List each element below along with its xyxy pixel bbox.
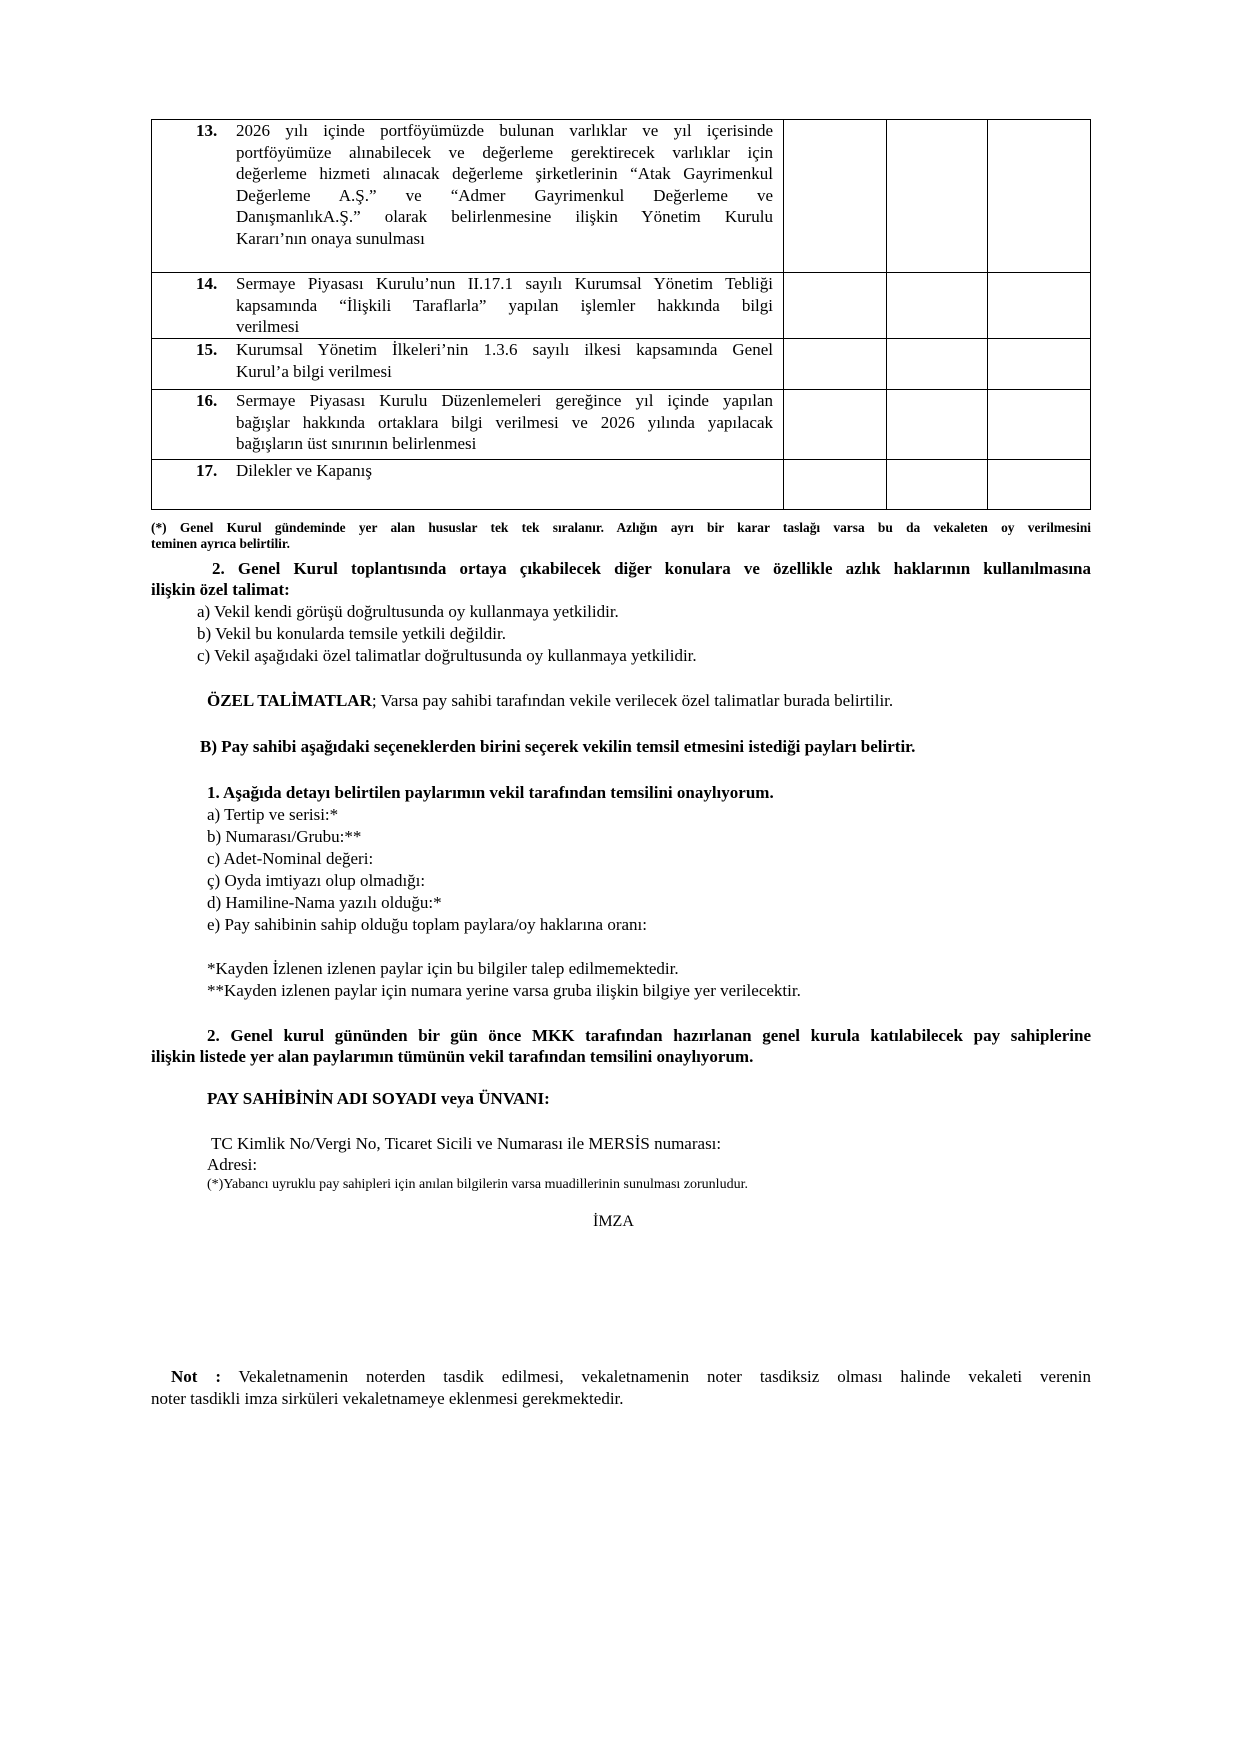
- vote-accept-cell[interactable]: [784, 120, 887, 273]
- agenda-item-text: [236, 460, 773, 482]
- agenda-item-text: [236, 120, 773, 249]
- agenda-item-cell: [152, 339, 784, 390]
- agenda-item-number: 17.: [196, 461, 218, 480]
- shareholder-address: Adresi:: [207, 1155, 258, 1174]
- notary-note-label: Not :: [171, 1367, 221, 1386]
- vote-reject-cell[interactable]: [887, 339, 988, 390]
- notary-note-line2: noter tasdikli imza sirküleri vekaletnameye eklenmesi gerekmektedir.: [151, 1389, 624, 1408]
- vote-accept-cell[interactable]: [784, 390, 887, 460]
- option1-item-d: d) Hamiline-Nama yazılı olduğu:*: [207, 893, 442, 912]
- section2-option-a: a) Vekil kendi görüşü doğrultusunda oy kullanmaya yetkilidir.: [197, 602, 619, 621]
- section2-heading-line2: ilişkin özel talimat:: [151, 580, 290, 599]
- agenda-item-line: bağışlar hakkında ortaklara bilgi verilmesi ve 2026 yılında yapılacak: [236, 412, 773, 432]
- option1-item-a: a) Tertip ve serisi:*: [207, 805, 339, 824]
- agenda-item-line: 2026 yılı içinde portföyümüzde bulunan varlıklar ve yıl içerisinde: [236, 121, 773, 140]
- agenda-item-cell: [152, 460, 784, 510]
- option2-line1: 2. Genel kurul gününden bir gün önce MKK tarafından hazırlanan genel kurula katılabilecek pay sahiplerine: [207, 1026, 1091, 1045]
- option1-heading: 1. Aşağıda detayı belirtilen paylarımın vekil tarafından temsilini onaylıyorum.: [207, 783, 774, 802]
- agenda-footnote: [151, 520, 1091, 552]
- vote-dissent-cell[interactable]: [988, 120, 1091, 273]
- vote-accept-cell[interactable]: [784, 339, 887, 390]
- agenda-item-line: Sermaye Piyasası Kurulu Düzenlemeleri gereğince yıl içinde yapılan: [236, 391, 773, 410]
- agenda-row: [152, 339, 1091, 390]
- shareholder-title: PAY SAHİBİNİN ADI SOYADI veya ÜNVANI:: [207, 1089, 550, 1108]
- agenda-item-text: [236, 390, 773, 455]
- agenda-item-line: Değerleme A.Ş.” ve “Admer Gayrimenkul Değerleme ve: [236, 185, 773, 205]
- section2-heading-line1: 2. Genel Kurul toplantısında ortaya çıkabilecek diğer konulara ve özellikle azlık haklarının kullanılmasına: [212, 559, 1091, 578]
- option1-item-e: e) Pay sahibinin sahip olduğu toplam paylara/oy haklarına oranı:: [207, 915, 647, 934]
- shareholder-id-line: TC Kimlik No/Vergi No, Ticaret Sicili ve Numarası ile MERSİS numarası:: [211, 1134, 722, 1153]
- agenda-item-line: Kurul’a bilgi verilmesi: [236, 361, 392, 381]
- shareholder-foreign-note: (*)Yabancı uyruklu pay sahipleri için anılan bilgilerin varsa muadillerinin sunulması zorunludur.: [207, 1177, 748, 1192]
- option2-line2: ilişkin listede yer alan paylarımın tümünün vekil tarafından temsilini onaylıyorum.: [151, 1047, 754, 1066]
- agenda-row: [152, 273, 1091, 339]
- notary-note-text1: Vekaletnamenin noterden tasdik edilmesi, vekaletnamenin noter tasdiksiz olması halinde vekaleti verenin: [220, 1367, 1091, 1386]
- option1-item-c-cedilla: ç) Oyda imtiyazı olup olmadığı:: [207, 871, 426, 890]
- vote-dissent-cell[interactable]: [988, 460, 1091, 510]
- agenda-item-line: Sermaye Piyasası Kurulu’nun II.17.1 sayılı Kurumsal Yönetim Tebliği: [236, 274, 773, 293]
- agenda-item-cell: [152, 390, 784, 460]
- notary-note: [151, 1366, 1091, 1410]
- option1-note-2: **Kayden izlenen paylar için numara yerine varsa gruba ilişkin bilgiye yer verilecektir.: [207, 981, 801, 1000]
- agenda-item-line: verilmesi: [236, 317, 300, 336]
- vote-dissent-cell[interactable]: [988, 273, 1091, 339]
- agenda-item-cell: [152, 273, 784, 339]
- agenda-item-text: [236, 273, 773, 338]
- agenda-item-line: portföyümüze alınabilecek ve değerleme gerektirecek varlıklar için: [236, 142, 773, 162]
- notary-note-line1: [151, 1366, 1091, 1388]
- agenda-item-number: 14.: [196, 274, 218, 293]
- section2-heading: [151, 558, 1091, 600]
- vote-accept-cell[interactable]: [784, 460, 887, 510]
- option1-note-1: *Kayden İzlenen izlenen paylar için bu bilgiler talep edilmemektedir.: [207, 959, 679, 978]
- option1-item-c: c) Adet-Nominal değeri:: [207, 849, 374, 868]
- vote-dissent-cell[interactable]: [988, 390, 1091, 460]
- agenda-item-cell: [152, 120, 784, 273]
- agenda-row: [152, 390, 1091, 460]
- agenda-row: [152, 120, 1091, 273]
- agenda-item-line: Kurumsal Yönetim İlkeleri’nin 1.3.6 sayılı ilkesi kapsamında Genel: [236, 340, 773, 359]
- special-instructions: [207, 690, 893, 711]
- section2-option-b: b) Vekil bu konularda temsile yetkili değildir.: [197, 624, 506, 643]
- agenda-item-line: kapsamında “İlişkili Taraflarla” yapılan işlemler hakkında bilgi: [236, 295, 773, 315]
- vote-dissent-cell[interactable]: [988, 339, 1091, 390]
- special-instructions-text: ; Varsa pay sahibi tarafından vekile verilecek özel talimatlar burada belirtilir.: [371, 691, 894, 710]
- agenda-item-line: değerleme hizmeti alınacak değerleme şirketlerinin “Atak Gayrimenkul: [236, 164, 773, 183]
- agenda-item-line: DanışmanlıkA.Ş.” olarak belirlenmesine ilişkin Yönetim Kurulu: [236, 207, 773, 226]
- agenda-item-line: Dilekler ve Kapanış: [236, 461, 372, 480]
- agenda-item-number: 16.: [196, 391, 218, 410]
- agenda-item-text: [236, 339, 773, 382]
- agenda-item-line: Kararı’nın onaya sunulması: [236, 228, 425, 248]
- agenda-item-number: 13.: [196, 121, 218, 140]
- vote-reject-cell[interactable]: [887, 120, 988, 273]
- agenda-row: [152, 460, 1091, 510]
- signature-label: İMZA: [593, 1213, 634, 1230]
- agenda-item-number: 15.: [196, 340, 218, 359]
- agenda-footnote-line1: (*) Genel Kurul gündeminde yer alan hususlar tek tek sıralanır. Azlığın ayrı bir karar taslağı varsa bu da vekaleten oy verilmesini: [151, 520, 1091, 535]
- option1-item-b: b) Numarası/Grubu:**: [207, 827, 362, 846]
- vote-accept-cell[interactable]: [784, 273, 887, 339]
- vote-reject-cell[interactable]: [887, 273, 988, 339]
- section-b-heading: B) Pay sahibi aşağıdaki seçeneklerden birini seçerek vekilin temsil etmesini istediği payları belirtir.: [200, 737, 916, 756]
- vote-reject-cell[interactable]: [887, 390, 988, 460]
- agenda-item-line: bağışların üst sınırının belirlenmesi: [236, 434, 477, 453]
- section2-option-c: c) Vekil aşağıdaki özel talimatlar doğrultusunda oy kullanmaya yetkilidir.: [197, 646, 697, 665]
- option2-text: [151, 1025, 1091, 1067]
- agenda-vote-table: [151, 119, 1091, 510]
- agenda-footnote-line2: teminen ayrıca belirtilir.: [151, 536, 290, 551]
- vote-reject-cell[interactable]: [887, 460, 988, 510]
- special-instructions-label: ÖZEL TALİMATLAR: [207, 691, 372, 710]
